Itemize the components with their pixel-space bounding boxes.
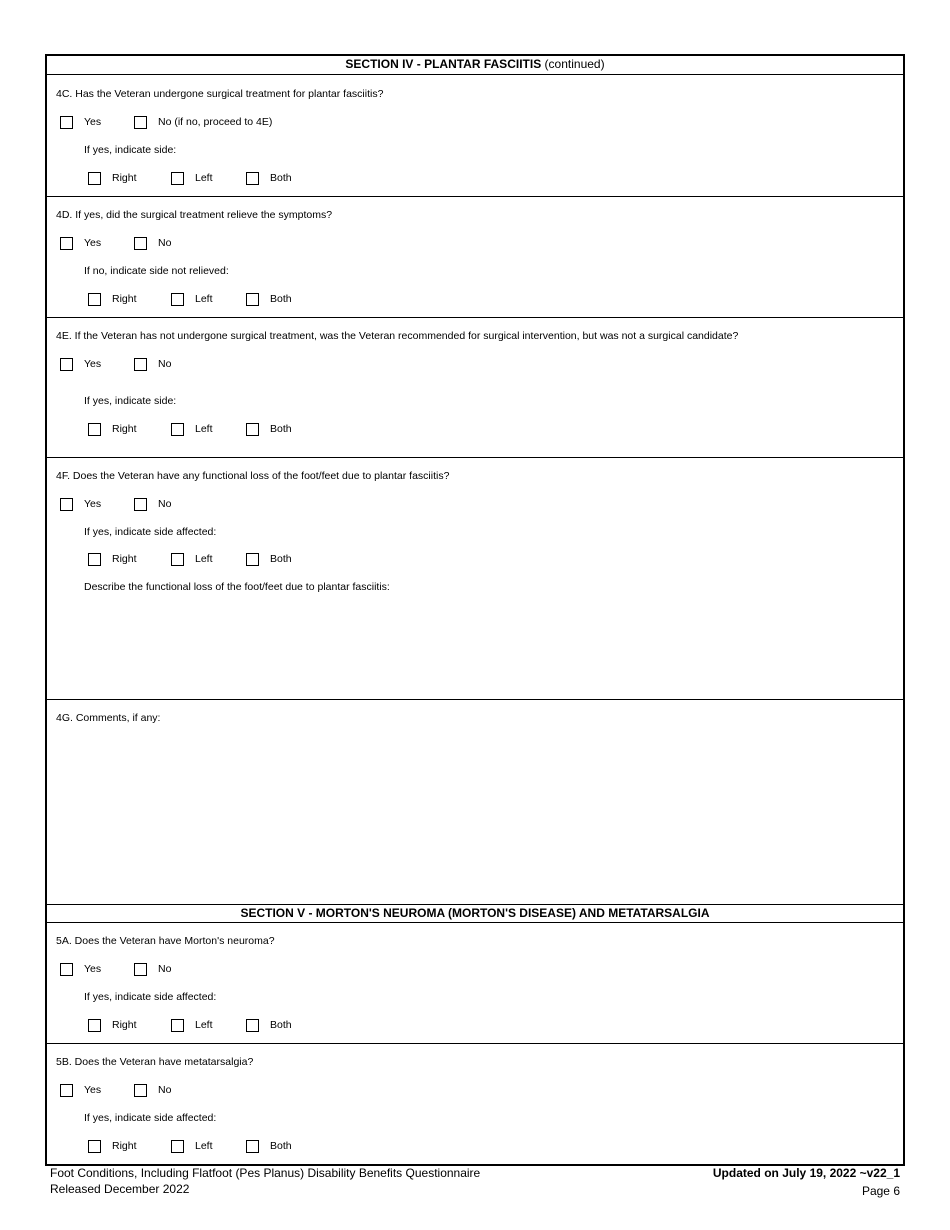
question-5b: 5B. Does the Veteran have metatarsalgia? [56, 1056, 254, 1068]
q4f-both-option[interactable] [246, 552, 292, 566]
q5a-no-option[interactable] [134, 962, 171, 976]
q5a-both-label: Both [270, 1019, 292, 1031]
q4c-both-label: Both [270, 172, 292, 184]
q4c-no-checkbox[interactable] [134, 116, 147, 129]
q5b-yes-checkbox[interactable] [60, 1084, 73, 1097]
q4c-left-label: Left [195, 172, 213, 184]
question-5a: 5A. Does the Veteran have Morton's neuroma? [56, 935, 275, 947]
q4c-both-checkbox[interactable] [246, 172, 259, 185]
q4f-no-checkbox[interactable] [134, 498, 147, 511]
q5a-yes-checkbox[interactable] [60, 963, 73, 976]
q4d-left-label: Left [195, 293, 213, 305]
q5b-no-option[interactable] [134, 1083, 171, 1097]
q5b-no-label: No [158, 1084, 172, 1096]
q4e-side-prompt: If yes, indicate side: [84, 395, 177, 407]
q5b-left-option[interactable] [171, 1139, 213, 1153]
q4f-right-checkbox[interactable] [88, 553, 101, 566]
q4f-describe-prompt: Describe the functional loss of the foot/feet due to plantar fasciitis: [84, 581, 390, 593]
q5b-no-checkbox[interactable] [134, 1084, 147, 1097]
q5b-yes-option[interactable] [60, 1083, 101, 1097]
q5b-yes-label: Yes [84, 1084, 102, 1096]
q4c-right-checkbox[interactable] [88, 172, 101, 185]
q5a-left-label: Left [195, 1019, 213, 1031]
q4d-yes-checkbox[interactable] [60, 237, 73, 250]
q4c-no-label: No (if no, proceed to 4E) [158, 116, 273, 128]
q4e-yes-option[interactable] [60, 357, 101, 371]
q4d-both-checkbox[interactable] [246, 293, 259, 306]
q4d-left-option[interactable] [171, 292, 213, 306]
question-4f: 4F. Does the Veteran have any functional loss of the foot/feet due to plantar fasciitis? [56, 470, 450, 482]
q5a-right-option[interactable] [88, 1018, 137, 1032]
q4f-yes-option[interactable] [60, 497, 101, 511]
q5b-side-prompt: If yes, indicate side affected: [84, 1112, 217, 1124]
q4e-left-checkbox[interactable] [171, 423, 184, 436]
q4e-left-option[interactable] [171, 422, 213, 436]
q4c-both-option[interactable] [246, 171, 292, 185]
q5b-left-checkbox[interactable] [171, 1140, 184, 1153]
question-4e: 4E. If the Veteran has not undergone surgical treatment, was the Veteran recommended for surgical intervention, but was not a surgical candidate? [56, 330, 739, 342]
q4f-yes-label: Yes [84, 498, 102, 510]
section-4-title-suffix: (continued) [544, 57, 605, 71]
q4c-yes-checkbox[interactable] [60, 116, 73, 129]
q5b-right-checkbox[interactable] [88, 1140, 101, 1153]
q4e-both-checkbox[interactable] [246, 423, 259, 436]
q4d-both-label: Both [270, 293, 292, 305]
question-4g: 4G. Comments, if any: [56, 712, 161, 724]
q4d-right-option[interactable] [88, 292, 137, 306]
q5a-no-label: No [158, 963, 172, 975]
q5a-both-checkbox[interactable] [246, 1019, 259, 1032]
q4e-no-label: No [158, 358, 172, 370]
q5b-both-label: Both [270, 1140, 292, 1152]
q4f-both-label: Both [270, 553, 292, 565]
divider [47, 196, 903, 197]
q5a-side-prompt: If yes, indicate side affected: [84, 991, 217, 1003]
q4d-yes-label: Yes [84, 237, 102, 249]
q4e-left-label: Left [195, 423, 213, 435]
q4f-side-prompt: If yes, indicate side affected: [84, 526, 217, 538]
q5b-both-option[interactable] [246, 1139, 292, 1153]
q4d-right-checkbox[interactable] [88, 293, 101, 306]
q4c-right-label: Right [112, 172, 137, 184]
divider [47, 457, 903, 458]
q4c-yes-label: Yes [84, 116, 102, 128]
q4f-right-option[interactable] [88, 552, 137, 566]
q4d-yes-option[interactable] [60, 236, 101, 250]
q4e-right-option[interactable] [88, 422, 137, 436]
q4d-no-label: No [158, 237, 172, 249]
q4f-left-checkbox[interactable] [171, 553, 184, 566]
footer-form-title: Foot Conditions, Including Flatfoot (Pes Planus) Disability Benefits Questionnaire [50, 1166, 481, 1180]
q5a-both-option[interactable] [246, 1018, 292, 1032]
q4d-no-option[interactable] [134, 236, 171, 250]
q4c-no-option[interactable] [134, 115, 272, 129]
section-5-title: SECTION V - MORTON'S NEUROMA (MORTON'S DISEASE) AND METATARSALGIA [240, 906, 710, 920]
divider [47, 699, 903, 700]
dbq-form [45, 54, 905, 1166]
q5b-left-label: Left [195, 1140, 213, 1152]
q4f-no-label: No [158, 498, 172, 510]
divider [47, 317, 903, 318]
q5b-right-option[interactable] [88, 1139, 137, 1153]
section-4-title: SECTION IV - PLANTAR FASCIITIS [345, 57, 542, 71]
q4c-side-prompt: If yes, indicate side: [84, 144, 177, 156]
q5a-left-option[interactable] [171, 1018, 213, 1032]
section-4-header [47, 56, 903, 75]
q5a-right-checkbox[interactable] [88, 1019, 101, 1032]
q5a-left-checkbox[interactable] [171, 1019, 184, 1032]
q4d-no-checkbox[interactable] [134, 237, 147, 250]
q4e-right-label: Right [112, 423, 137, 435]
q4e-right-checkbox[interactable] [88, 423, 101, 436]
q5a-no-checkbox[interactable] [134, 963, 147, 976]
divider [47, 1043, 903, 1044]
section-5-header [47, 905, 903, 923]
q4e-yes-checkbox[interactable] [60, 358, 73, 371]
q4c-left-checkbox[interactable] [171, 172, 184, 185]
q4e-both-option[interactable] [246, 422, 292, 436]
question-4d: 4D. If yes, did the surgical treatment relieve the symptoms? [56, 209, 333, 221]
q4f-both-checkbox[interactable] [246, 553, 259, 566]
q4c-left-option[interactable] [171, 171, 213, 185]
q5b-both-checkbox[interactable] [246, 1140, 259, 1153]
q4f-right-label: Right [112, 553, 137, 565]
footer-released: Released December 2022 [50, 1182, 190, 1196]
q4d-side-prompt: If no, indicate side not relieved: [84, 265, 229, 277]
q4d-both-option[interactable] [246, 292, 292, 306]
q5b-right-label: Right [112, 1140, 137, 1152]
q4c-right-option[interactable] [88, 171, 137, 185]
footer-updated: Updated on July 19, 2022 ~v22_1 [712, 1166, 900, 1180]
q4e-yes-label: Yes [84, 358, 102, 370]
question-4c: 4C. Has the Veteran undergone surgical treatment for plantar fasciitis? [56, 88, 384, 100]
q4f-left-label: Left [195, 553, 213, 565]
q5a-yes-option[interactable] [60, 962, 101, 976]
q4e-no-checkbox[interactable] [134, 358, 147, 371]
q5a-yes-label: Yes [84, 963, 102, 975]
footer-page-number: Page 6 [861, 1184, 900, 1198]
q4f-yes-checkbox[interactable] [60, 498, 73, 511]
q4c-yes-option[interactable] [60, 115, 101, 129]
q4d-right-label: Right [112, 293, 137, 305]
q4f-no-option[interactable] [134, 497, 171, 511]
q4d-left-checkbox[interactable] [171, 293, 184, 306]
q4f-left-option[interactable] [171, 552, 213, 566]
q4e-both-label: Both [270, 423, 292, 435]
q5a-right-label: Right [112, 1019, 137, 1031]
q4e-no-option[interactable] [134, 357, 171, 371]
